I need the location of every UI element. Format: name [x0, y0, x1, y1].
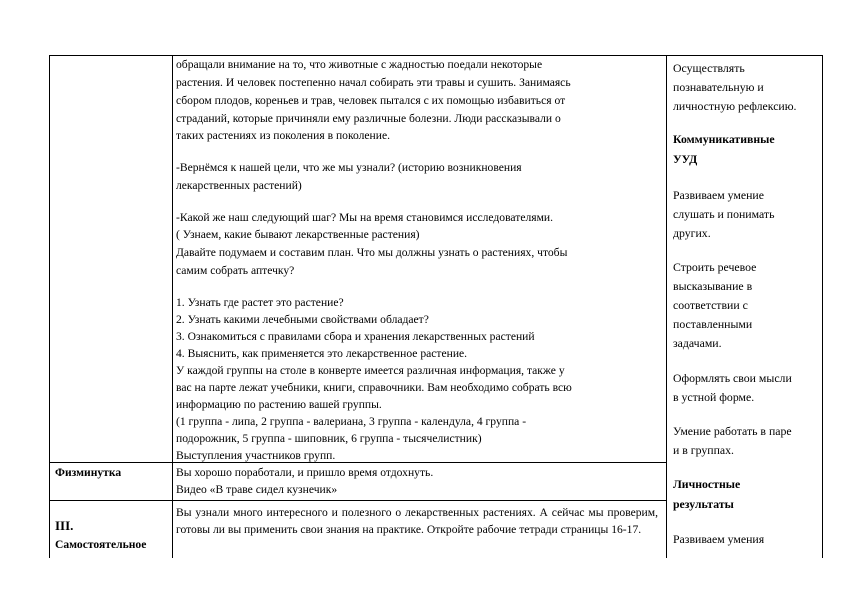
- outcome-line: поставленными: [673, 317, 753, 331]
- outcome-line: соответствии с: [673, 298, 748, 312]
- outcome-line: личностную рефлексию.: [673, 99, 797, 113]
- plan-item: 3. Ознакомиться с правилами сбора и хранения лекарственных растений: [176, 330, 535, 343]
- outcome-line: Осуществлять: [673, 61, 745, 75]
- content-line: (1 группа - липа, 2 группа - валериана, 3 группа - календула, 4 группа -: [176, 415, 527, 428]
- row-divider-2: [49, 500, 666, 501]
- plan-item: 1. Узнать где растет это растение?: [176, 296, 344, 309]
- plan-item: 2. Узнать какими лечебными свойствами обладает?: [176, 313, 429, 326]
- outcome-line: и в группах.: [673, 443, 734, 457]
- content-line: самим собрать аптечку?: [176, 264, 295, 277]
- row-divider-1: [49, 462, 666, 463]
- outcome-line: других.: [673, 226, 711, 240]
- section-heading: Коммуникативные: [673, 132, 775, 146]
- content-line: растения. И человек постепенно начал собирать эти травы и сушить. Занимаясь: [176, 76, 571, 89]
- content-line: Давайте подумаем и составим план. Что мы должны узнать о растениях, чтобы: [176, 246, 568, 259]
- section-heading: результаты: [673, 497, 734, 511]
- content-line: вас на парте лежат учебники, книги, справочники. Вам необходимо собрать всю: [176, 381, 572, 394]
- column-divider-2: [666, 55, 667, 558]
- content-line: ( Узнаем, какие бывают лекарственные растения): [176, 228, 420, 241]
- content-line: сбором плодов, кореньев и трав, человек пытался с их помощью избавиться от: [176, 94, 566, 107]
- table-left-border: [49, 55, 50, 558]
- outcome-line: познавательную и: [673, 80, 764, 94]
- outcome-line: слушать и понимать: [673, 207, 775, 221]
- content-line: -Вернёмся к нашей цели, что же мы узнали? (историю возникновения: [176, 161, 522, 174]
- task-paragraph: Вы узнали много интересного и полезного о лекарственных растениях. А сейчас мы проверим, готовы ли вы применить свои знания на практике. Откройте рабочие тетради страницы 16-17.: [176, 506, 658, 536]
- content-line: лекарственных растений): [176, 179, 302, 192]
- row-label-fizminutka: Физминутка: [55, 466, 122, 479]
- content-line: Вы хорошо поработали, и пришло время отдохнуть.: [176, 466, 434, 479]
- outcome-line: Умение работать в паре: [673, 424, 792, 438]
- section-heading: Личностные: [673, 477, 741, 491]
- table-right-border: [822, 55, 823, 558]
- content-line: обращали внимание на то, что животные с жадностью поедали некоторые: [176, 58, 543, 71]
- content-line: подорожник, 5 группа - шиповник, 6 группа - тысячелистник): [176, 432, 482, 445]
- content-line: У каждой группы на столе в конверте имеется различная информация, также у: [176, 364, 565, 377]
- outcome-line: высказывание в: [673, 279, 753, 293]
- outcome-line: Оформлять свои мысли: [673, 371, 792, 385]
- content-line: информацию по растению вашей группы.: [176, 398, 382, 411]
- content-line: -Какой же наш следующий шаг? Мы на время становимся исследователями.: [176, 211, 554, 224]
- content-line: таких растениях из поколения в поколение.: [176, 129, 391, 142]
- outcome-line: Развиваем умения: [673, 532, 765, 546]
- table-top-border: [49, 55, 822, 56]
- content-line: Видео «В траве сидел кузнечик»: [176, 483, 338, 496]
- content-line: страданий, которые причиняли ему различные болезни. Люди рассказывали о: [176, 112, 561, 125]
- section-heading: УУД: [673, 152, 698, 166]
- outcome-line: Развиваем умение: [673, 188, 764, 202]
- stage-number: III.: [55, 518, 74, 533]
- row-label-samostoyatelnoe: Самостоятельное: [55, 538, 147, 551]
- outcome-line: в устной форме.: [673, 390, 755, 404]
- content-line: Выступления участников групп.: [176, 449, 336, 462]
- outcome-line: Строить речевое: [673, 260, 757, 274]
- plan-item: 4. Выяснить, как применяется это лекарственное растение.: [176, 347, 468, 360]
- outcome-line: задачами.: [673, 336, 722, 350]
- column-divider-1: [172, 55, 173, 558]
